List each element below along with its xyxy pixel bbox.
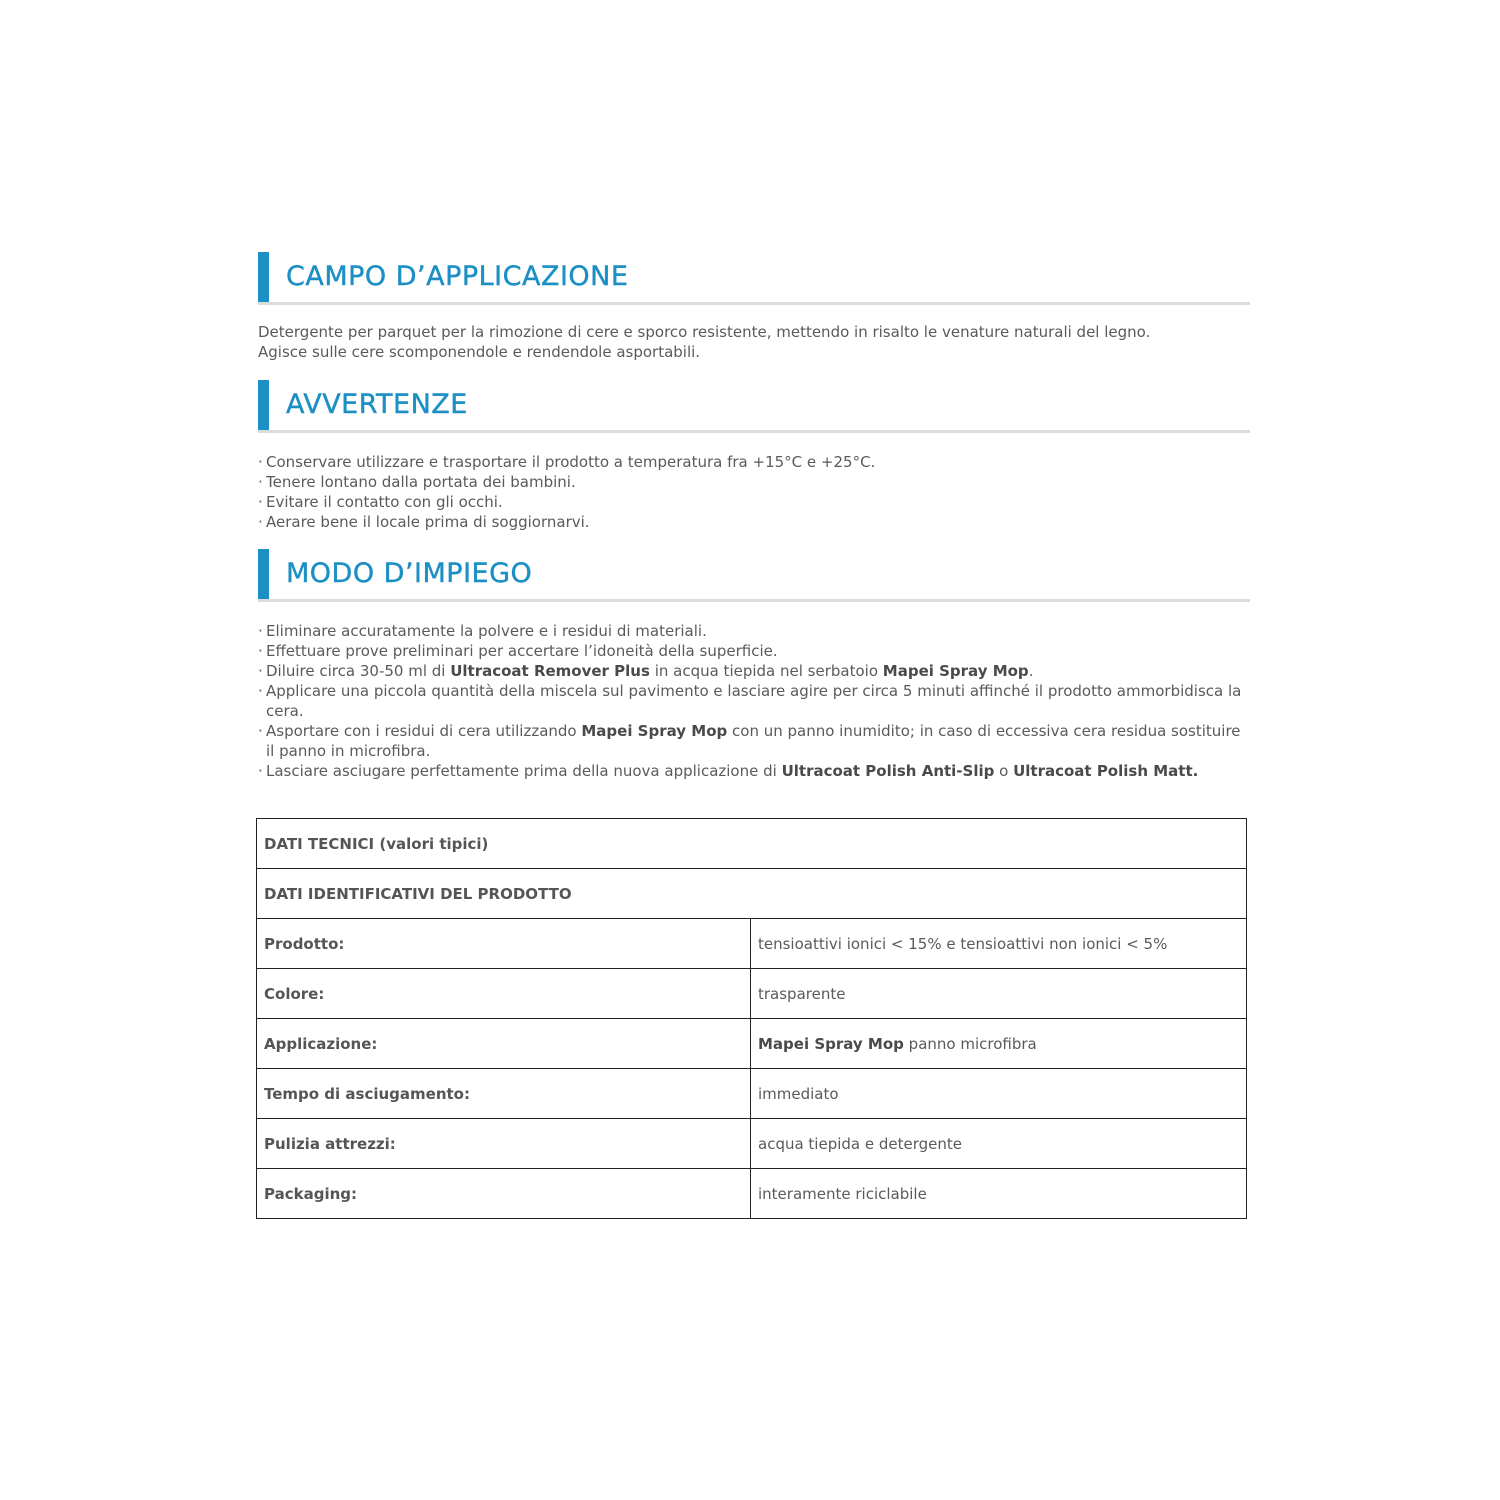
warnings-list bbox=[258, 452, 1250, 532]
list-item bbox=[258, 492, 1250, 512]
list-item-text: Effettuare prove preliminari per accertare l’idoneità della superficie. bbox=[266, 642, 778, 660]
list-item-text: Tenere lontano dalla portata dei bambini. bbox=[266, 473, 576, 491]
list-item bbox=[258, 472, 1250, 492]
table-subtitle: DATI IDENTIFICATIVI DEL PRODOTTO bbox=[257, 869, 1247, 919]
list-item bbox=[258, 681, 1250, 721]
document-body bbox=[258, 252, 1250, 781]
usage-list bbox=[258, 621, 1250, 781]
row-label: Applicazione: bbox=[257, 1019, 751, 1069]
section-header-modo bbox=[258, 549, 1250, 602]
list-item bbox=[258, 761, 1250, 781]
list-item-text: Aerare bene il locale prima di soggiornarvi. bbox=[266, 513, 590, 531]
bullet-dot: · bbox=[258, 662, 263, 680]
bullet-dot: · bbox=[258, 622, 263, 640]
bullet-dot: · bbox=[258, 642, 263, 660]
table-title: DATI TECNICI (valori tipici) bbox=[257, 819, 1247, 869]
list-item-text: Applicare una piccola quantità della miscela sul pavimento e lasciare agire per circa 5 minuti affinché il prodotto ammorbidisca la cera. bbox=[266, 682, 1242, 720]
list-item bbox=[258, 621, 1250, 641]
row-value: tensioattivi ionici < 15% e tensioattivi non ionici < 5% bbox=[751, 919, 1247, 969]
list-item-text: Conservare utilizzare e trasportare il prodotto a temperatura fra +15°C e +25°C. bbox=[266, 453, 876, 471]
technical-data-table bbox=[256, 818, 1247, 1219]
row-label: Colore: bbox=[257, 969, 751, 1019]
section-title: CAMPO D’APPLICAZIONE bbox=[286, 261, 629, 292]
accent-bar bbox=[258, 380, 269, 430]
list-item bbox=[258, 721, 1250, 761]
list-item bbox=[258, 661, 1250, 681]
section-header-avvertenze bbox=[258, 380, 1250, 433]
bullet-dot: · bbox=[258, 762, 263, 780]
row-value: acqua tiepida e detergente bbox=[751, 1119, 1247, 1169]
bullet-dot: · bbox=[258, 453, 263, 471]
section-header-campo bbox=[258, 252, 1250, 305]
row-label: Packaging: bbox=[257, 1169, 751, 1219]
list-item-text: Evitare il contatto con gli occhi. bbox=[266, 493, 503, 511]
row-value: trasparente bbox=[751, 969, 1247, 1019]
table-row bbox=[257, 1119, 1247, 1169]
table-row bbox=[257, 919, 1247, 969]
table-subheader-row bbox=[257, 869, 1247, 919]
list-item-text: Asportare con i residui di cera utilizzando Mapei Spray Mop con un panno inumidito; in caso di eccessiva cera residua sostituire il panno in microfibra. bbox=[266, 722, 1241, 760]
accent-bar bbox=[258, 252, 269, 302]
row-label: Prodotto: bbox=[257, 919, 751, 969]
table-row bbox=[257, 969, 1247, 1019]
bullet-dot: · bbox=[258, 493, 263, 511]
bullet-dot: · bbox=[258, 682, 263, 700]
paragraph-line: Detergente per parquet per la rimozione di cere e sporco resistente, mettendo in risalto le venature naturali del legno. bbox=[258, 323, 1151, 341]
list-item-text: Diluire circa 30-50 ml di Ultracoat Remover Plus in acqua tiepida nel serbatoio Mapei Spray Mop. bbox=[266, 662, 1034, 680]
product-name: Mapei Spray Mop bbox=[882, 662, 1029, 680]
list-item bbox=[258, 452, 1250, 472]
section-title: MODO D’IMPIEGO bbox=[286, 558, 533, 589]
paragraph-line: Agisce sulle cere scomponendole e rendendole asportabili. bbox=[258, 343, 701, 361]
product-name: Ultracoat Polish Matt. bbox=[1013, 762, 1199, 780]
product-name: Ultracoat Polish Anti-Slip bbox=[781, 762, 995, 780]
table-row bbox=[257, 1169, 1247, 1219]
row-value: immediato bbox=[751, 1069, 1247, 1119]
list-item-text: Lasciare asciugare perfettamente prima della nuova applicazione di Ultracoat Polish Anti-Slip o Ultracoat Polish Matt. bbox=[266, 762, 1199, 780]
product-name: Mapei Spray Mop bbox=[758, 1034, 904, 1053]
table-header-row bbox=[257, 819, 1247, 869]
list-item bbox=[258, 512, 1250, 532]
row-label: Tempo di asciugamento: bbox=[257, 1069, 751, 1119]
section-paragraph bbox=[258, 322, 1250, 362]
row-label: Pulizia attrezzi: bbox=[257, 1119, 751, 1169]
list-item bbox=[258, 641, 1250, 661]
bullet-dot: · bbox=[258, 513, 263, 531]
bullet-dot: · bbox=[258, 473, 263, 491]
table-row bbox=[257, 1019, 1247, 1069]
section-title: AVVERTENZE bbox=[286, 389, 468, 420]
row-value: interamente riciclabile bbox=[751, 1169, 1247, 1219]
product-name: Ultracoat Remover Plus bbox=[450, 662, 650, 680]
list-item-text: Eliminare accuratamente la polvere e i residui di materiali. bbox=[266, 622, 707, 640]
row-value: Mapei Spray Mop panno microfibra bbox=[751, 1019, 1247, 1069]
table-row bbox=[257, 1069, 1247, 1119]
bullet-dot: · bbox=[258, 722, 263, 740]
accent-bar bbox=[258, 549, 269, 599]
product-name: Mapei Spray Mop bbox=[581, 722, 728, 740]
